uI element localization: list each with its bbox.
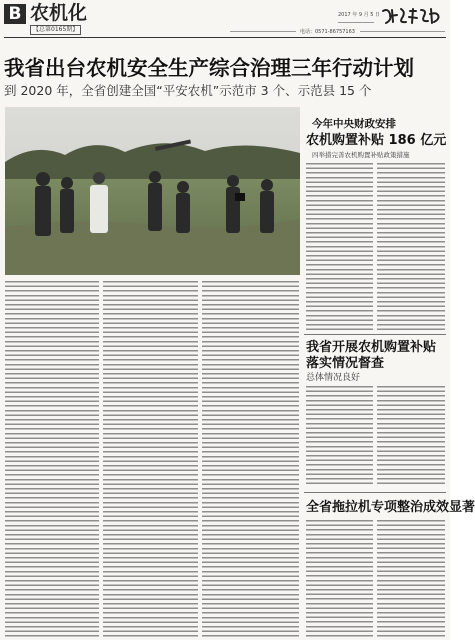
tractor-body-col-1	[306, 520, 373, 638]
lead-body-col-1	[5, 281, 99, 638]
lead-subhead: 到 2020 年，全省创建全国“平安农机”示范市 3 个、示范县 15 个	[4, 83, 372, 98]
subsidy-kicker: 今年中央财政安排	[312, 118, 396, 130]
inspection-headline-2: 落实情况督查	[306, 356, 385, 371]
editor-info-line	[230, 31, 296, 32]
tractor-body-col-2	[377, 520, 445, 638]
contact-phone: 电话：0571-86757163	[300, 29, 355, 35]
section-letter: B	[4, 4, 26, 24]
inspection-body-col-1	[306, 386, 373, 486]
news-photo	[5, 107, 300, 275]
divider	[304, 334, 446, 335]
lead-headline: 我省出台农机安全生产综合治理三年行动计划	[4, 56, 414, 80]
lead-body-col-3	[202, 281, 299, 638]
date-info-line	[338, 22, 374, 23]
inspection-subhead: 总体情况良好	[306, 373, 361, 383]
issue-number: 【总第0165期】	[30, 25, 81, 35]
subsidy-headline: 农机购置补贴 186 亿元	[306, 133, 447, 148]
lead-body-col-2	[103, 281, 198, 638]
subsidy-body-col-1	[306, 163, 373, 330]
subsidy-subhead: 四举措完善农机购置补贴政策措施	[312, 151, 410, 159]
publication-date: 2017 年 9 月 5 日	[338, 12, 381, 18]
section-name: 农机化	[30, 2, 88, 24]
contact-email-line	[360, 31, 445, 32]
inspection-body-col-2	[377, 386, 445, 486]
subsidy-body-col-2	[377, 163, 445, 330]
masthead-logo	[380, 6, 446, 26]
inspection-headline-1: 我省开展农机购置补贴	[306, 340, 437, 355]
divider	[304, 492, 446, 493]
tractor-headline: 全省拖拉机专项整治成效显著	[306, 500, 475, 515]
header-rule	[4, 37, 446, 38]
